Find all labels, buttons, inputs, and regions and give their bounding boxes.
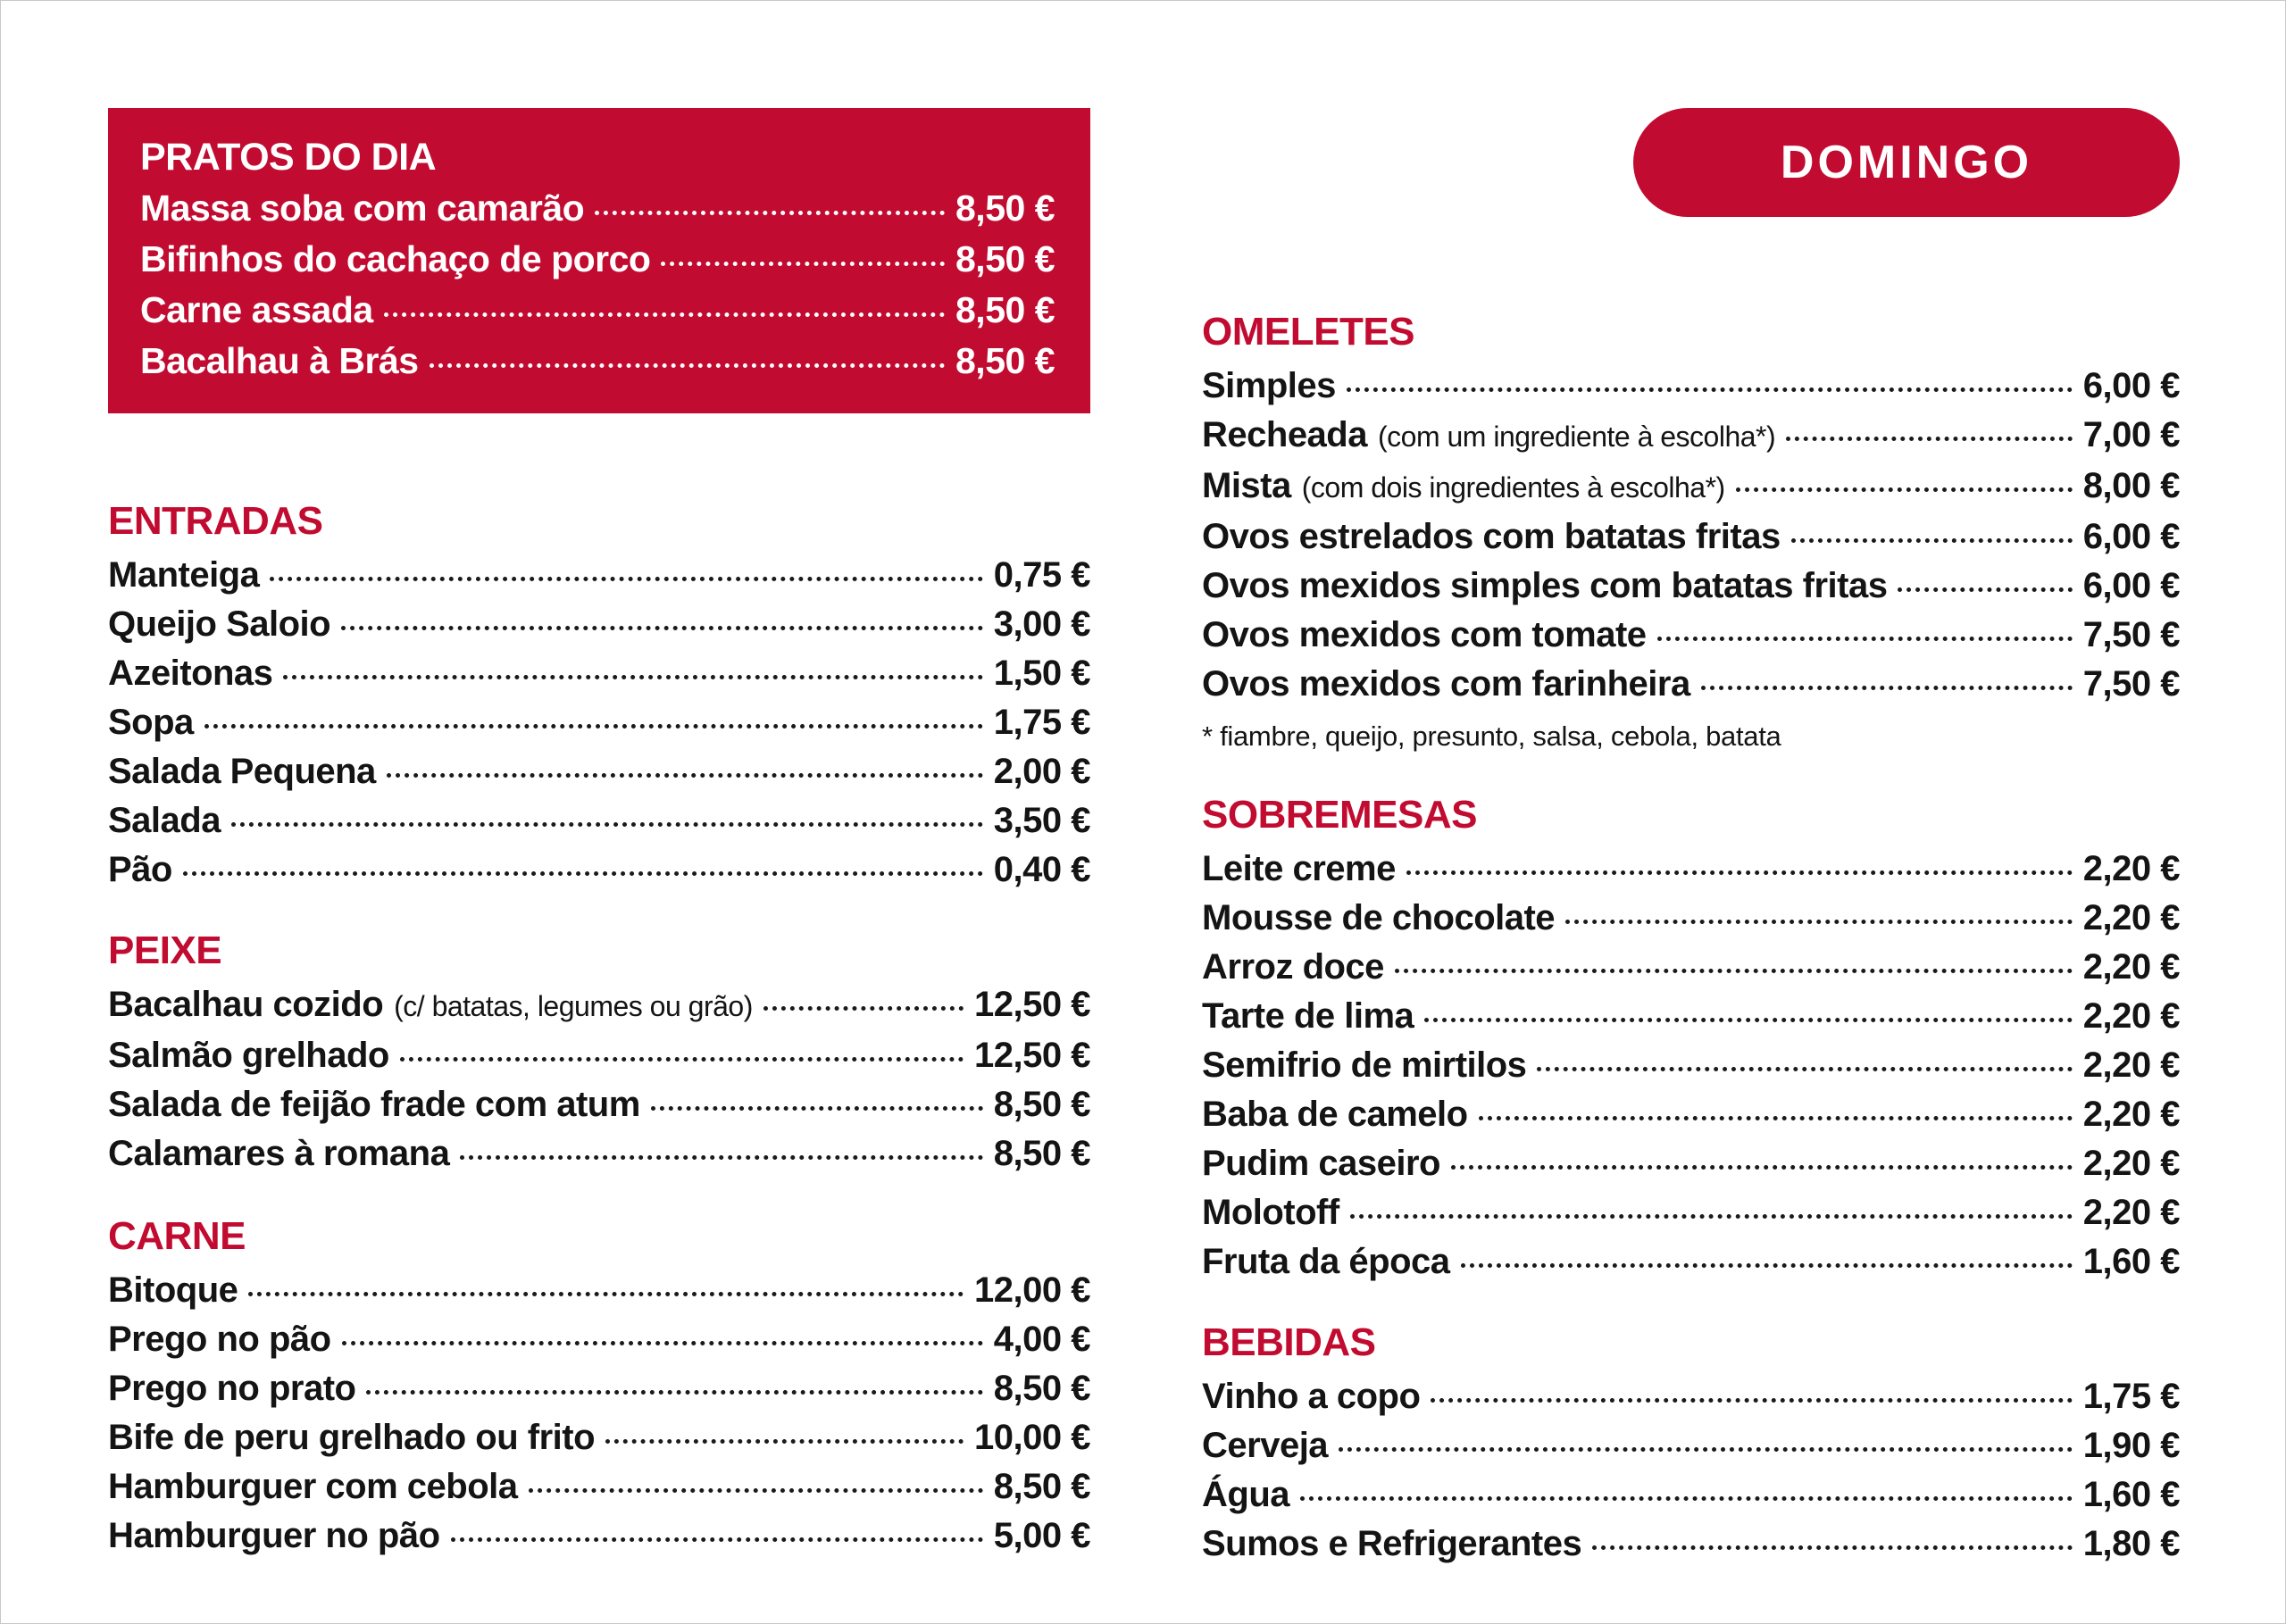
menu-item-name: Prego no pão bbox=[108, 1320, 331, 1359]
menu-item-price: 2,20 € bbox=[2082, 1045, 2180, 1085]
menu-item-price: 6,00 € bbox=[2082, 517, 2180, 556]
menu-item bbox=[140, 183, 1055, 234]
menu-item bbox=[108, 1315, 1090, 1364]
menu-item-name: Ovos mexidos simples com batatas fritas bbox=[1202, 566, 1888, 605]
dotted-leader bbox=[366, 1390, 982, 1395]
section-title-omeletes: OMELETES bbox=[1202, 310, 1415, 354]
menu-item-price: 8,50 € bbox=[955, 238, 1055, 279]
menu-item-price: 3,50 € bbox=[993, 801, 1090, 840]
dotted-leader bbox=[183, 871, 983, 876]
menu-item bbox=[108, 649, 1090, 698]
menu-item-price: 6,00 € bbox=[2082, 566, 2180, 605]
menu-item bbox=[108, 845, 1090, 895]
menu-item bbox=[108, 1462, 1090, 1512]
dotted-leader bbox=[204, 724, 983, 729]
dotted-leader bbox=[651, 1106, 983, 1111]
dotted-leader bbox=[283, 675, 982, 679]
menu-item-price: 0,40 € bbox=[993, 850, 1090, 889]
menu-item-price: 2,00 € bbox=[993, 752, 1090, 791]
menu-item bbox=[108, 1413, 1090, 1462]
menu-item-name: Baba de camelo bbox=[1202, 1095, 1468, 1134]
menu-item-price: 8,50 € bbox=[993, 1467, 1090, 1506]
dotted-leader bbox=[430, 363, 945, 368]
menu-item bbox=[108, 796, 1090, 845]
day-badge: DOMINGO bbox=[1633, 108, 2180, 217]
menu-item bbox=[140, 336, 1055, 387]
ingredients-footnote: * fiambre, queijo, presunto, salsa, cebola, batata bbox=[1202, 720, 1781, 752]
menu-item-price: 7,50 € bbox=[2082, 664, 2180, 704]
menu-item-note: (com dois ingredientes à escolha*) bbox=[1301, 471, 1725, 504]
menu-item-name: Prego no prato bbox=[108, 1369, 356, 1408]
menu-item-price: 7,00 € bbox=[2082, 415, 2180, 454]
dotted-leader bbox=[341, 626, 983, 630]
menu-item bbox=[1202, 462, 2180, 512]
menu-item bbox=[108, 1266, 1090, 1315]
menu-item-name: Leite creme bbox=[1202, 849, 1396, 888]
menu-item-name: Calamares à romana bbox=[108, 1134, 450, 1173]
section-title-peixe: PEIXE bbox=[108, 929, 222, 972]
dotted-leader bbox=[1657, 637, 2073, 641]
menu-item bbox=[1202, 894, 2180, 943]
dotted-leader bbox=[661, 262, 945, 266]
menu-item-name: Queijo Saloio bbox=[108, 604, 331, 644]
menu-item-name: Massa soba com camarão bbox=[140, 187, 585, 229]
menu-item-price: 12,00 € bbox=[974, 1270, 1090, 1310]
menu-item bbox=[1202, 1090, 2180, 1139]
menu-item-name: Bitoque bbox=[108, 1270, 238, 1310]
menu-item-name: Ovos mexidos com tomate bbox=[1202, 615, 1647, 654]
dotted-leader bbox=[595, 211, 945, 215]
menu-item-name: Pudim caseiro bbox=[1202, 1144, 1440, 1183]
menu-item-price: 1,75 € bbox=[2082, 1377, 2180, 1416]
menu-item-name: Bife de peru grelhado ou frito bbox=[108, 1418, 596, 1457]
menu-item bbox=[108, 600, 1090, 649]
menu-item-price: 1,60 € bbox=[2082, 1475, 2180, 1514]
section-title-entradas: ENTRADAS bbox=[108, 499, 323, 543]
dotted-leader bbox=[1701, 686, 2073, 690]
dotted-leader bbox=[342, 1341, 983, 1345]
menu-item bbox=[108, 551, 1090, 600]
menu-item bbox=[1202, 1372, 2180, 1421]
menu-item-name: Ovos mexidos com farinheira bbox=[1202, 664, 1690, 704]
menu-item-name: Salada Pequena bbox=[108, 752, 376, 791]
dotted-leader bbox=[1736, 487, 2073, 492]
specials-box bbox=[108, 108, 1090, 413]
dotted-leader bbox=[1898, 587, 2072, 592]
menu-item-price: 2,20 € bbox=[2082, 1095, 2180, 1134]
dotted-leader bbox=[1592, 1545, 2073, 1550]
menu-item-price: 2,20 € bbox=[2082, 996, 2180, 1036]
menu-item-name: Recheada bbox=[1202, 415, 1367, 454]
menu-item-name: Salada bbox=[108, 801, 221, 840]
menu-section-bebidas bbox=[1202, 1320, 2180, 1569]
menu-item bbox=[1202, 943, 2180, 992]
menu-item-price: 2,20 € bbox=[2082, 849, 2180, 888]
dotted-leader bbox=[248, 1292, 964, 1296]
specials-box-title: PRATOS DO DIA bbox=[140, 136, 437, 179]
menu-item bbox=[1202, 845, 2180, 894]
menu-item-note: (c/ batatas, legumes ou grão) bbox=[394, 990, 753, 1022]
menu-item-name: Arroz doce bbox=[1202, 947, 1384, 987]
menu-item-name: Salmão grelhado bbox=[108, 1036, 389, 1075]
menu-item-price: 12,50 € bbox=[974, 985, 1090, 1024]
right-sections bbox=[1202, 310, 2180, 1569]
dotted-leader bbox=[231, 822, 983, 827]
menu-item-price: 1,80 € bbox=[2082, 1524, 2180, 1563]
menu-item-note: (com um ingrediente à escolha*) bbox=[1377, 421, 1776, 453]
dotted-leader bbox=[1395, 969, 2073, 973]
menu-item bbox=[1202, 512, 2180, 562]
menu-item-price: 1,50 € bbox=[993, 654, 1090, 693]
menu-item-name: Hamburguer no pão bbox=[108, 1516, 440, 1555]
menu-item bbox=[140, 285, 1055, 336]
menu-item bbox=[1202, 1237, 2180, 1287]
dotted-leader bbox=[270, 577, 982, 581]
menu-item-price: 1,75 € bbox=[993, 703, 1090, 742]
menu-item-name: Semifrio de mirtilos bbox=[1202, 1045, 1527, 1085]
menu-item-name: Ovos estrelados com batatas fritas bbox=[1202, 517, 1781, 556]
dotted-leader bbox=[451, 1537, 983, 1542]
menu-section-carne bbox=[108, 1214, 1090, 1561]
menu-item-name: Salada de feijão frade com atum bbox=[108, 1085, 640, 1124]
dotted-leader bbox=[1406, 870, 2073, 875]
menu-item-name: Carne assada bbox=[140, 289, 373, 330]
menu-item bbox=[1202, 562, 2180, 611]
menu-item-price: 4,00 € bbox=[993, 1320, 1090, 1359]
menu-item-price: 2,20 € bbox=[2082, 1193, 2180, 1232]
dotted-leader bbox=[763, 1006, 964, 1011]
dotted-leader bbox=[1347, 387, 2073, 392]
dotted-leader bbox=[1479, 1116, 2073, 1120]
menu-item-name: Sopa bbox=[108, 703, 194, 742]
menu-item-price: 3,00 € bbox=[993, 604, 1090, 644]
menu-item-price: 2,20 € bbox=[2082, 898, 2180, 937]
menu-item-name: Hamburguer com cebola bbox=[108, 1467, 518, 1506]
menu-item bbox=[108, 1364, 1090, 1413]
dotted-leader bbox=[1431, 1398, 2072, 1403]
menu-item bbox=[1202, 1520, 2180, 1569]
dotted-leader bbox=[1461, 1263, 2073, 1268]
dotted-leader bbox=[400, 1057, 964, 1062]
menu-item-price: 2,20 € bbox=[2082, 1144, 2180, 1183]
menu-item bbox=[108, 1512, 1090, 1561]
menu-item-price: 8,50 € bbox=[955, 289, 1055, 330]
menu-item-price: 1,90 € bbox=[2082, 1426, 2180, 1465]
dotted-leader bbox=[1339, 1447, 2073, 1452]
menu-item-price: 8,50 € bbox=[955, 187, 1055, 229]
menu-item-price: 1,60 € bbox=[2082, 1242, 2180, 1281]
menu-item-name: Vinho a copo bbox=[1202, 1377, 1421, 1416]
dotted-leader bbox=[529, 1488, 983, 1493]
menu-item bbox=[108, 980, 1090, 1031]
menu-item bbox=[1202, 660, 2180, 709]
menu-item-price: 8,50 € bbox=[993, 1134, 1090, 1173]
menu-item-name: Bifinhos do cachaço de porco bbox=[140, 238, 651, 279]
menu-item bbox=[108, 747, 1090, 796]
menu-item bbox=[1202, 411, 2180, 462]
menu-item-price: 0,75 € bbox=[993, 555, 1090, 595]
menu-item-name: Água bbox=[1202, 1475, 1289, 1514]
dotted-leader bbox=[460, 1155, 982, 1160]
menu-item-name: Tarte de lima bbox=[1202, 996, 1414, 1036]
dotted-leader bbox=[384, 312, 945, 317]
menu-item-name: Molotoff bbox=[1202, 1193, 1339, 1232]
menu-item-name: Bacalhau à Brás bbox=[140, 340, 419, 381]
dotted-leader bbox=[1424, 1018, 2072, 1022]
menu-item-price: 10,00 € bbox=[974, 1418, 1090, 1457]
menu-item bbox=[1202, 992, 2180, 1041]
menu-item-price: 6,00 € bbox=[2082, 366, 2180, 405]
section-title-carne: CARNE bbox=[108, 1214, 246, 1258]
menu-left-column bbox=[108, 108, 1090, 1561]
menu-item bbox=[1202, 611, 2180, 660]
menu-item-price: 12,50 € bbox=[974, 1036, 1090, 1075]
menu-item bbox=[140, 234, 1055, 285]
menu-item bbox=[108, 1031, 1090, 1080]
menu-item-name: Pão bbox=[108, 850, 172, 889]
menu-item-price: 5,00 € bbox=[993, 1516, 1090, 1555]
menu-section-sobremesas bbox=[1202, 793, 2180, 1287]
menu-item bbox=[108, 1129, 1090, 1178]
dotted-leader bbox=[1791, 538, 2073, 543]
dotted-leader bbox=[1786, 437, 2073, 441]
menu-item bbox=[108, 1080, 1090, 1129]
dotted-leader bbox=[387, 773, 983, 778]
menu-item bbox=[1202, 1188, 2180, 1237]
menu-item-price: 8,50 € bbox=[993, 1369, 1090, 1408]
section-title-sobremesas: SOBREMESAS bbox=[1202, 793, 1477, 837]
menu-item-name: Simples bbox=[1202, 366, 1336, 405]
menu-section-peixe bbox=[108, 929, 1090, 1178]
left-sections bbox=[108, 499, 1090, 1561]
menu-item-price: 7,50 € bbox=[2082, 615, 2180, 654]
dotted-leader bbox=[1350, 1214, 2073, 1219]
menu-section-entradas bbox=[108, 499, 1090, 895]
menu-item-name: Sumos e Refrigerantes bbox=[1202, 1524, 1582, 1563]
menu-item bbox=[1202, 362, 2180, 411]
menu-item-name: Azeitonas bbox=[108, 654, 273, 693]
menu-item bbox=[1202, 1470, 2180, 1520]
section-title-bebidas: BEBIDAS bbox=[1202, 1320, 1376, 1364]
dotted-leader bbox=[1300, 1496, 2073, 1501]
menu-item-name: Cerveja bbox=[1202, 1426, 1329, 1465]
menu-item-name: Bacalhau cozido bbox=[108, 985, 384, 1024]
menu-item bbox=[1202, 1421, 2180, 1470]
menu-item-price: 8,50 € bbox=[993, 1085, 1090, 1124]
dotted-leader bbox=[1565, 920, 2073, 924]
menu-item-price: 8,50 € bbox=[955, 340, 1055, 381]
specials-box-items bbox=[140, 183, 1055, 387]
menu-item-name: Fruta da época bbox=[1202, 1242, 1450, 1281]
menu-item-name: Manteiga bbox=[108, 555, 260, 595]
dotted-leader bbox=[605, 1439, 964, 1444]
menu-item bbox=[1202, 1139, 2180, 1188]
menu-item-price: 2,20 € bbox=[2082, 947, 2180, 987]
menu-section-omeletes bbox=[1202, 310, 2180, 755]
menu-item-name: Mista bbox=[1202, 466, 1291, 505]
menu-right-column bbox=[1202, 108, 2180, 1569]
menu-item-name: Mousse de chocolate bbox=[1202, 898, 1556, 937]
dotted-leader bbox=[1537, 1067, 2072, 1071]
menu-item bbox=[108, 698, 1090, 747]
dotted-leader bbox=[1451, 1165, 2073, 1170]
menu-item-price: 8,00 € bbox=[2082, 466, 2180, 505]
menu-item bbox=[1202, 1041, 2180, 1090]
